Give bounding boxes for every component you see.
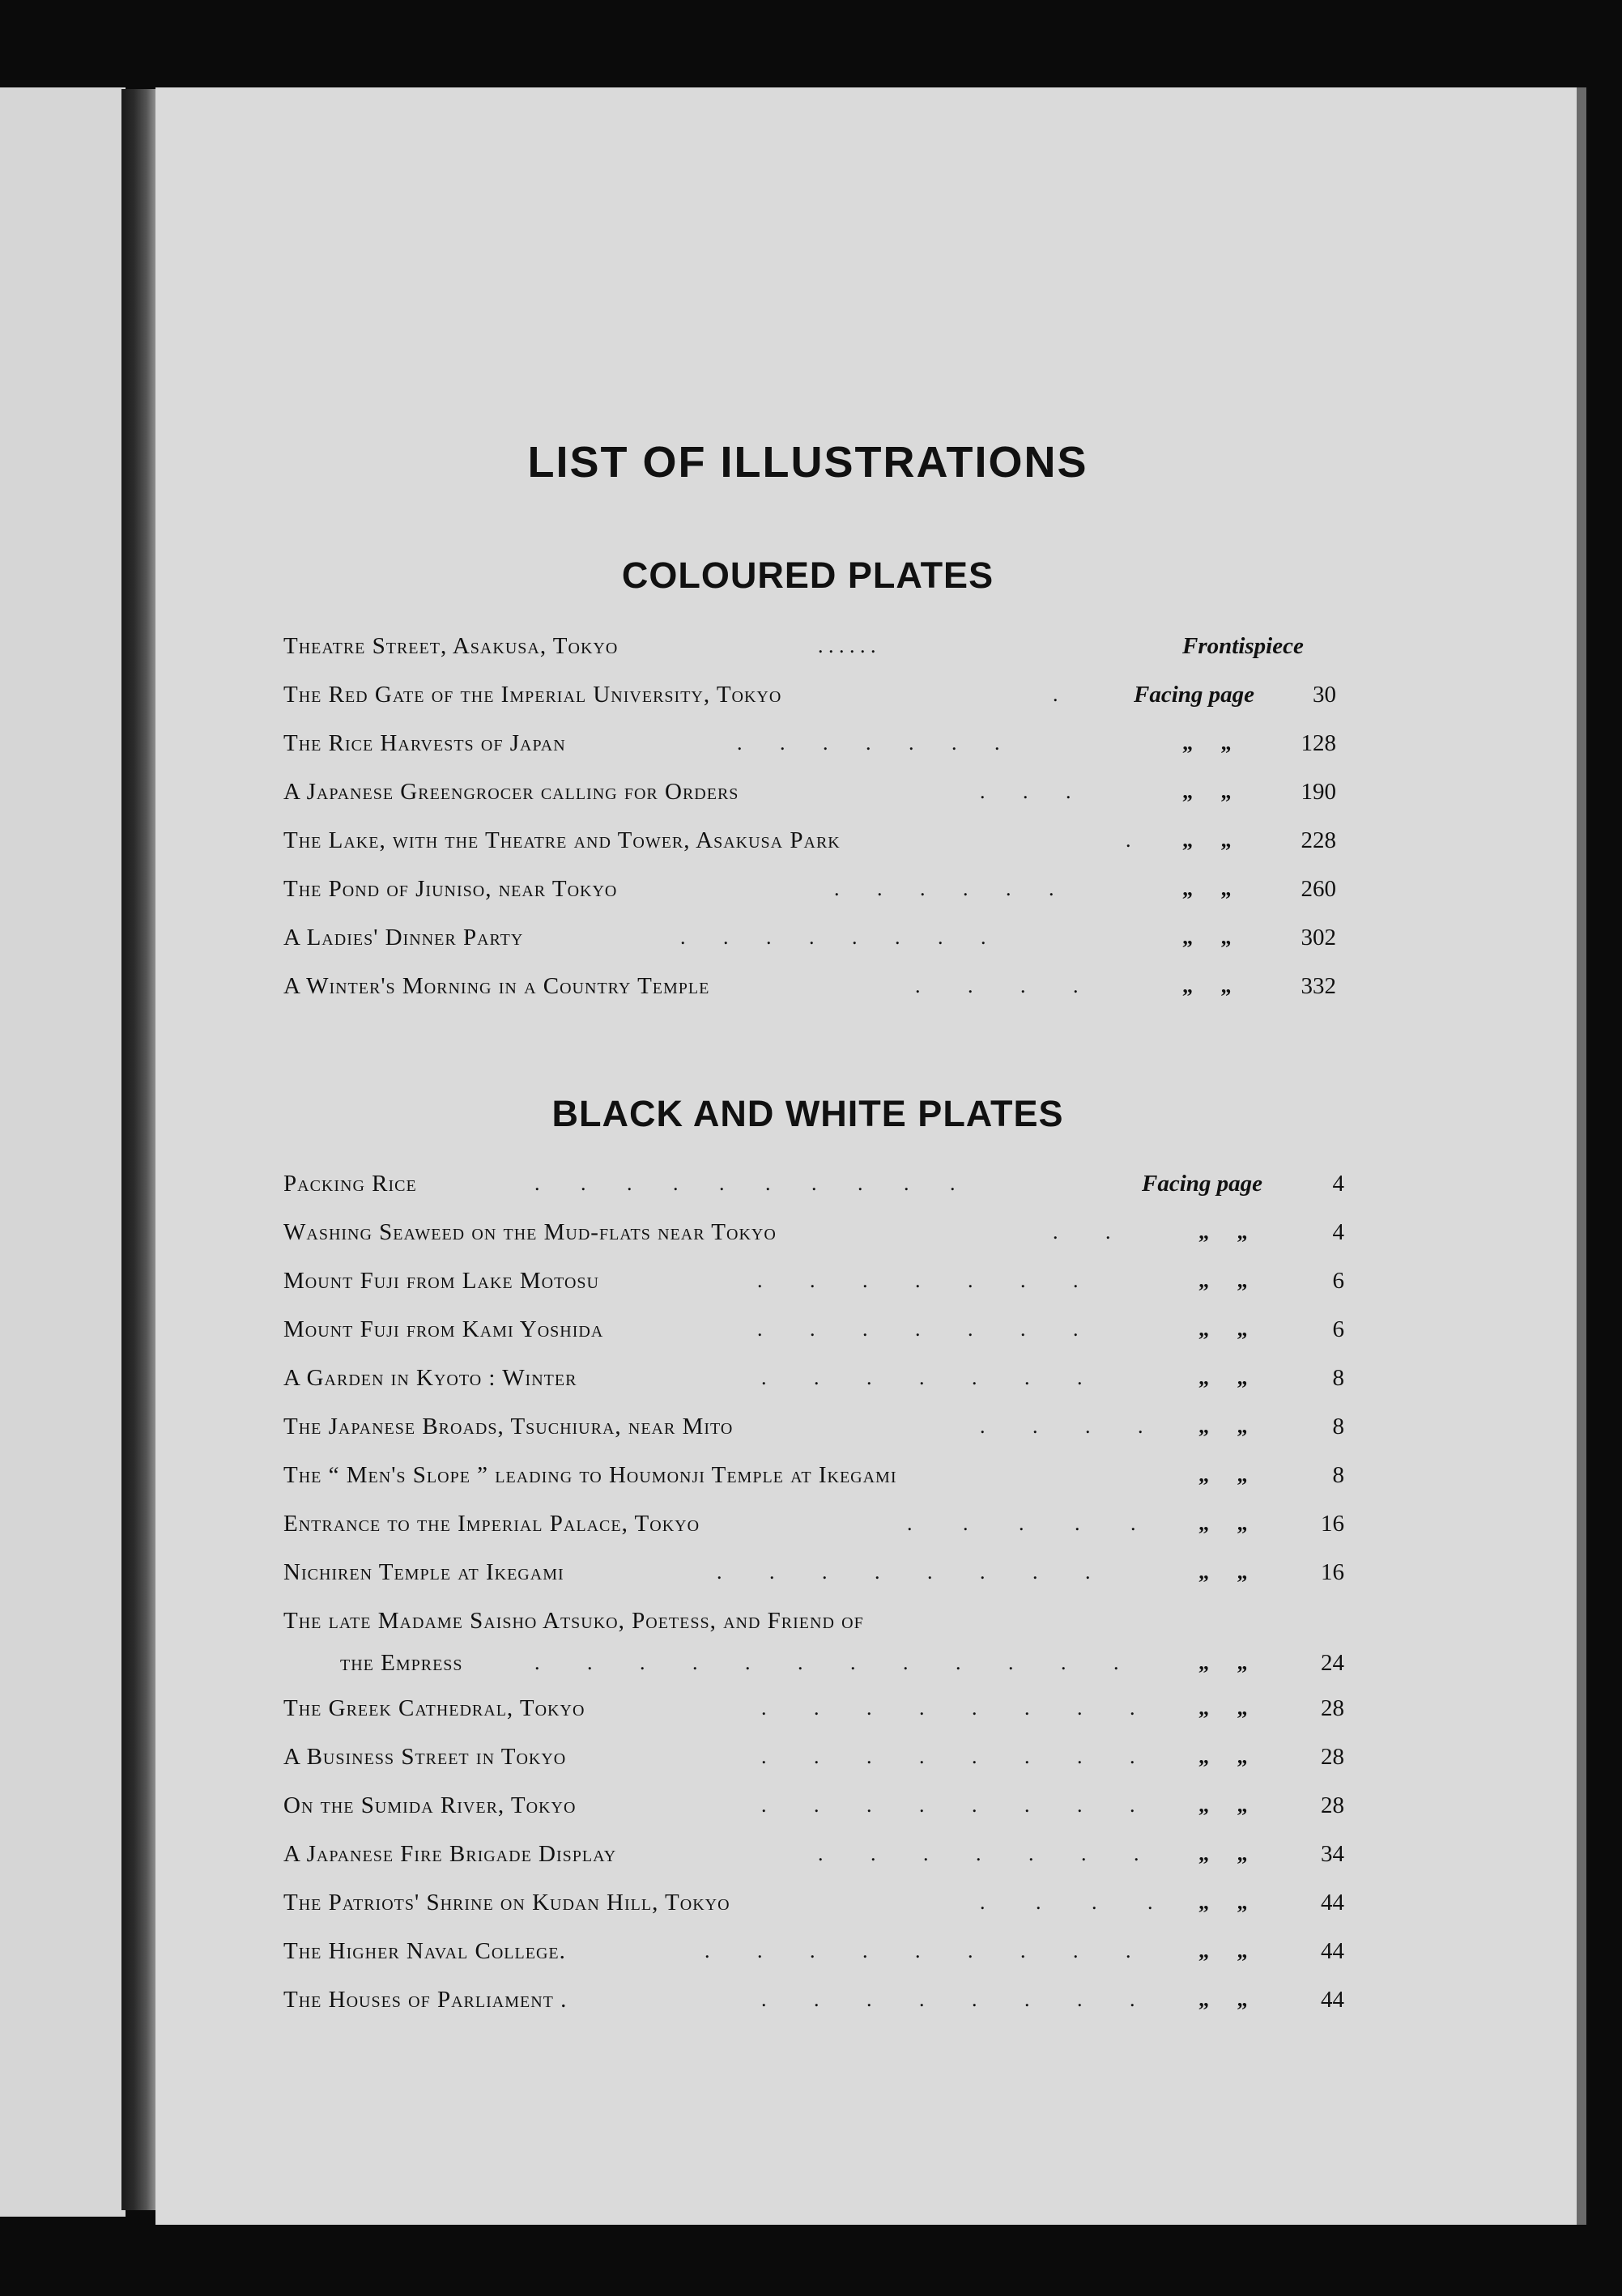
entry-title: A Business Street in Tokyo: [283, 1744, 567, 1770]
entry-title: The Greek Cathedral, Tokyo: [283, 1695, 585, 1721]
entry-page-number: 8: [1332, 1365, 1344, 1391]
entry-reference: Facing page: [1142, 1171, 1263, 1197]
entry-ditto: „ „: [1198, 1269, 1259, 1292]
entry-leader: . . .: [980, 780, 1088, 803]
entry-leader: . . . . . . .: [757, 1317, 1100, 1341]
entry-title: The Japanese Broads, Tsuchiura, near Mito: [283, 1414, 734, 1439]
list-item: [283, 1214, 1344, 1250]
entry-page-number: 16: [1321, 1511, 1344, 1537]
entry-leader: . . . .: [980, 1890, 1176, 1914]
entry-ditto: „ „: [1182, 828, 1243, 852]
entry-leader: . . . . . .: [834, 877, 1071, 900]
entry-leader: . . . . . . .: [761, 1366, 1104, 1389]
entry-ditto: „ „: [1198, 1512, 1259, 1535]
entry-page-number: 6: [1332, 1268, 1344, 1294]
list-item: [283, 1603, 1344, 1684]
entry-title: Nichiren Temple at Ikegami: [283, 1559, 564, 1585]
entry-title-continued: the Empress: [340, 1650, 463, 1676]
entry-leader: . . . . .: [907, 1512, 1159, 1535]
entry-title: Entrance to the Imperial Palace, Tokyo: [283, 1511, 700, 1537]
entry-ditto: „ „: [1182, 974, 1243, 997]
page-right-edge: [1577, 87, 1586, 2225]
entry-title: The Lake, with the Theatre and Tower, Asakusa Park: [283, 827, 841, 853]
entry-page-number: 8: [1332, 1462, 1344, 1488]
list-item: [283, 1360, 1344, 1396]
list-item: [283, 1409, 1344, 1444]
entry-page-number: 4: [1332, 1219, 1344, 1245]
entry-title: A Winter's Morning in a Country Temple: [283, 973, 710, 999]
entry-leader: . . . . . . . . . .: [534, 1171, 973, 1195]
entry-title: A Japanese Fire Brigade Display: [283, 1841, 617, 1867]
entry-reference: Frontispiece: [1182, 633, 1304, 659]
list-item: [283, 1982, 1344, 2018]
black-white-plates-heading: BLACK AND WHITE PLATES: [551, 1093, 1064, 1134]
list-item: [283, 968, 1336, 1004]
list-item: [283, 1933, 1344, 1969]
entry-page-number: 44: [1321, 1938, 1344, 1964]
entry-page-number: 24: [1321, 1650, 1344, 1676]
entry-ditto: „ „: [1182, 731, 1243, 755]
entry-title: The Houses of Parliament .: [283, 1987, 568, 2013]
entry-ditto: „ „: [1198, 1890, 1259, 1914]
entry-ditto: „ „: [1198, 1463, 1259, 1486]
entry-ditto: „ „: [1198, 1651, 1259, 1674]
entry-leader: . . . . . . . . . . . .: [534, 1651, 1140, 1674]
entry-leader: . . . . . .: [818, 634, 876, 657]
entry-page-number: 6: [1332, 1316, 1344, 1342]
list-item: [283, 1836, 1344, 1872]
entry-page-number: 228: [1301, 827, 1336, 853]
list-item: [283, 823, 1336, 858]
entry-ditto: „ „: [1198, 1560, 1259, 1584]
entry-ditto: „ „: [1198, 1745, 1259, 1768]
entry-page-number: 332: [1301, 973, 1336, 999]
list-item: [283, 1506, 1344, 1541]
entry-title: The Rice Harvests of Japan: [283, 730, 566, 756]
entry-leader: . . . . . . . .: [761, 1988, 1156, 2011]
entry-title: A Garden in Kyoto : Winter: [283, 1365, 577, 1391]
entry-leader: . . . . . . . .: [717, 1560, 1112, 1584]
list-item: [283, 1690, 1344, 1726]
list-item: [283, 1457, 1344, 1493]
entry-leader: .: [1126, 828, 1131, 852]
entry-title: The “ Men's Slope ” leading to Houmonji Temple at Ikegami: [283, 1462, 897, 1488]
entry-ditto: „ „: [1198, 1842, 1259, 1865]
entry-title: The Patriots' Shrine on Kudan Hill, Tokyo: [283, 1890, 730, 1915]
coloured-plates-heading: COLOURED PLATES: [621, 555, 994, 596]
entry-ditto: „ „: [1198, 1793, 1259, 1817]
entry-page-number: 34: [1321, 1841, 1344, 1867]
entry-page-number: 44: [1321, 1890, 1344, 1915]
entry-page-number: 16: [1321, 1559, 1344, 1585]
entry-ditto: „ „: [1182, 877, 1243, 900]
entry-page-number: 28: [1321, 1695, 1344, 1721]
entry-leader: . . . . . . .: [757, 1269, 1100, 1292]
entry-title: Washing Seaweed on the Mud-flats near Tokyo: [283, 1219, 777, 1245]
entry-page-number: 28: [1321, 1792, 1344, 1818]
entry-page-number: 4: [1332, 1171, 1344, 1197]
list-item: [283, 1788, 1344, 1823]
entry-ditto: „ „: [1198, 1988, 1259, 2011]
list-item: [283, 628, 1336, 664]
entry-ditto: „ „: [1182, 925, 1243, 949]
list-item: [283, 725, 1336, 761]
entry-page-number: 190: [1301, 779, 1336, 805]
list-item: [283, 677, 1336, 712]
entry-page-number: 30: [1313, 682, 1336, 708]
entry-leader: . .: [1053, 1220, 1132, 1244]
entry-title: A Japanese Greengrocer calling for Orders: [283, 779, 739, 805]
entry-page-number: 128: [1301, 730, 1336, 756]
entry-page-number: 44: [1321, 1987, 1344, 2013]
entry-leader: . . . . . . .: [818, 1842, 1160, 1865]
entry-leader: . . . . . . . . .: [705, 1939, 1152, 1962]
entry-ditto: „ „: [1198, 1696, 1259, 1720]
entry-leader: . . . . . . . .: [680, 925, 1003, 949]
entry-ditto: „ „: [1182, 780, 1243, 803]
entry-ditto: „ „: [1198, 1220, 1259, 1244]
entry-leader: . . . . . . . .: [761, 1793, 1156, 1817]
entry-page-number: 8: [1332, 1414, 1344, 1439]
entry-title: The Pond of Jiuniso, near Tokyo: [283, 876, 618, 902]
entry-ditto: „ „: [1198, 1939, 1259, 1962]
entry-page-number: 302: [1301, 925, 1336, 950]
entry-ditto: „ „: [1198, 1317, 1259, 1341]
entry-page-number: 260: [1301, 876, 1336, 902]
entry-leader: . . . . . . . .: [761, 1696, 1156, 1720]
page-title: LIST OF ILLUSTRATIONS: [527, 438, 1088, 487]
entry-ditto: „ „: [1198, 1414, 1259, 1438]
list-item: [283, 871, 1336, 907]
entry-title: A Ladies' Dinner Party: [283, 925, 524, 950]
entry-ditto: „ „: [1198, 1366, 1259, 1389]
entry-title: Theatre Street, Asakusa, Tokyo: [283, 633, 619, 659]
entry-page-number: 28: [1321, 1744, 1344, 1770]
left-page-edge: [0, 87, 126, 2217]
list-item: [283, 1554, 1344, 1590]
list-item: [283, 1166, 1344, 1201]
entry-title: Mount Fuji from Kami Yoshida: [283, 1316, 604, 1342]
book-spine-shadow: [121, 89, 157, 2210]
entry-leader: . . . .: [915, 974, 1100, 997]
entry-title: Mount Fuji from Lake Motosu: [283, 1268, 599, 1294]
entry-title: Packing Rice: [283, 1171, 417, 1197]
entry-leader: .: [1053, 682, 1058, 706]
list-item: [283, 774, 1336, 810]
list-item: [283, 1312, 1344, 1347]
entry-title: The Higher Naval College.: [283, 1938, 566, 1964]
entry-leader: . . . .: [980, 1414, 1164, 1438]
entry-title: The late Madame Saisho Atsuko, Poetess, and Friend of: [283, 1608, 864, 1634]
list-item: [283, 1885, 1344, 1920]
entry-title: The Red Gate of the Imperial University, Tokyo: [283, 682, 782, 708]
list-item: [283, 1263, 1344, 1299]
list-item: [283, 920, 1336, 955]
entry-title: On the Sumida River, Tokyo: [283, 1792, 577, 1818]
entry-leader: . . . . . . . .: [761, 1745, 1156, 1768]
entry-reference: Facing page: [1134, 682, 1255, 708]
list-item: [283, 1739, 1344, 1775]
entry-leader: . . . . . . .: [737, 731, 1016, 755]
